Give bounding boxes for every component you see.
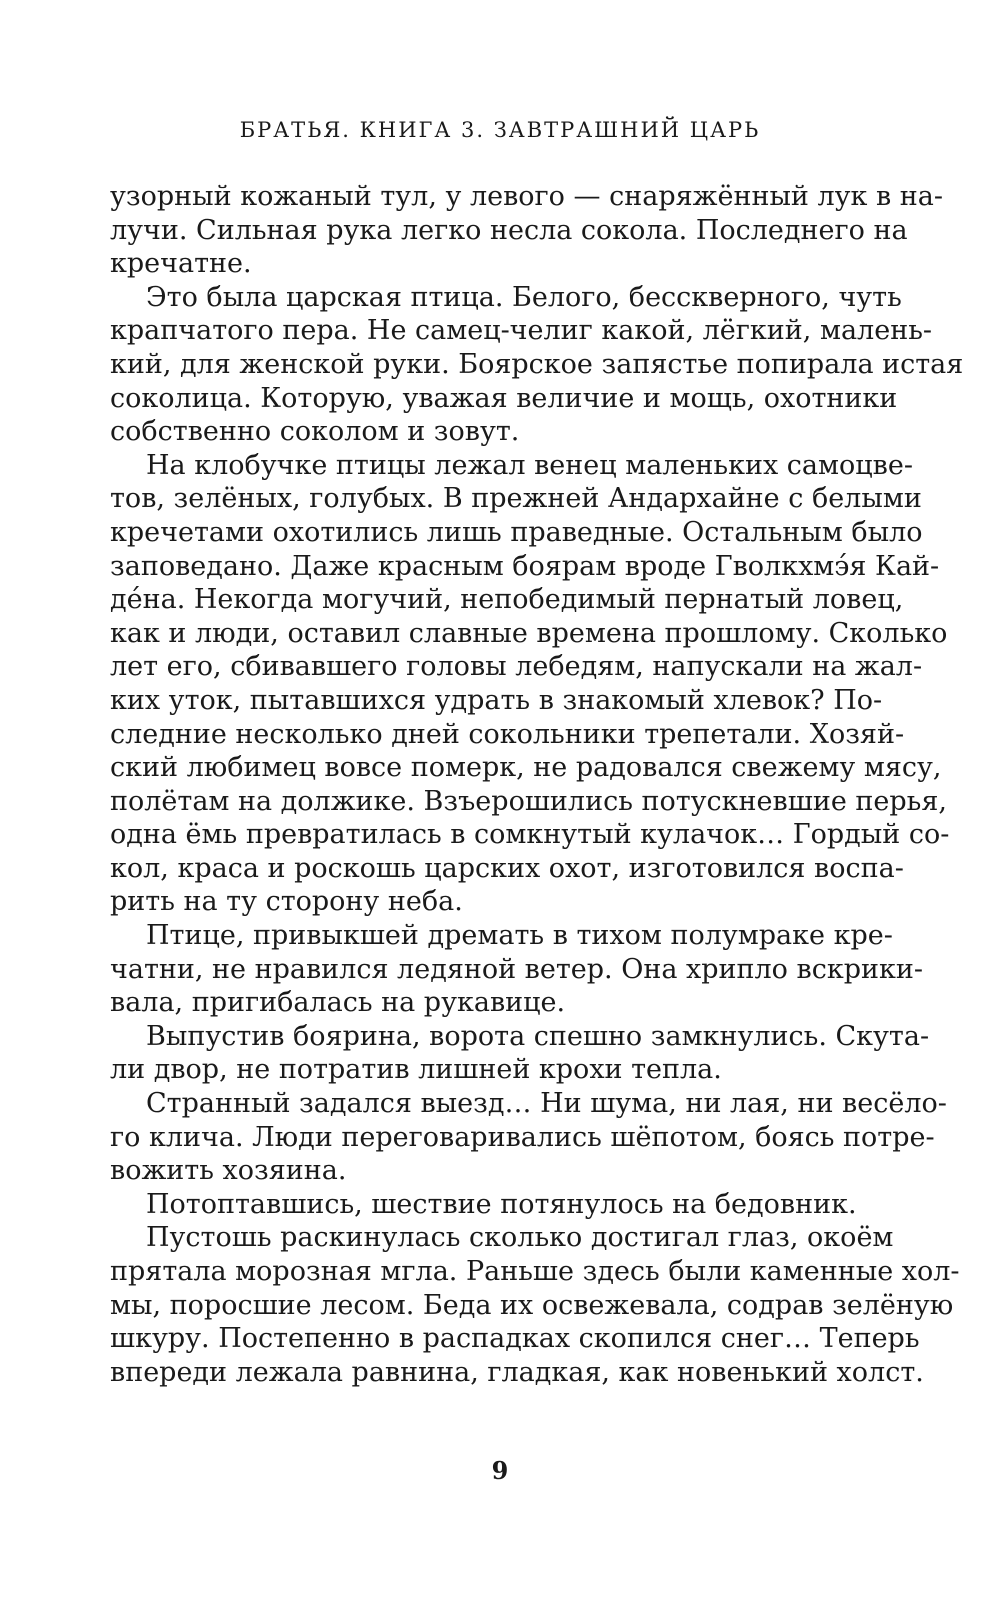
text-line: вала, пригибалась на рукавице. — [110, 987, 566, 1019]
text-line: крапчатого пера. Не самец-челиг какой, лёгкий, малень- — [110, 315, 933, 347]
text-line: кол, краса и роскошь царских охот, изготовился воспа- — [110, 852, 904, 884]
text-line: как и люди, оставил славные времена прошлому. Сколько — [110, 617, 948, 649]
text-line: Это была царская птица. Белого, бесскверного, чуть — [146, 281, 902, 313]
body-text — [110, 180, 964, 1389]
text-line: следние несколько дней сокольники трепетали. Хозяй- — [110, 718, 905, 750]
text-line: одна ёмь превратилась в сомкнутый кулачок… Гордый со- — [110, 819, 950, 851]
text-line: кречетами охотились лишь праведные. Остальным было — [110, 516, 923, 548]
text-line: рить на ту сторону неба. — [110, 886, 463, 918]
text-line: мы, поросшие лесом. Беда их освежевала, содрав зелёную — [110, 1289, 954, 1321]
text-line: кречатне. — [110, 248, 252, 280]
text-line: ский любимец вовсе померк, не радовался свежему мясу, — [110, 752, 942, 784]
text-line: Странный задался выезд… Ни шума, ни лая, ни весёло- — [146, 1088, 947, 1120]
running-title: БРАТЬЯ. КНИГА 3. ЗАВТРАШНИЙ ЦАРЬ — [239, 118, 761, 142]
text-line: тов, зелёных, голубых. В прежней Андархайне с белыми — [110, 483, 922, 515]
text-line: соколица. Которую, уважая величие и мощь, охотники — [110, 382, 898, 414]
text-line: узорный кожаный тул, у левого — снаряжённый лук в на- — [110, 181, 944, 212]
text-line: кий, для женской руки. Боярское запястье попирала истая — [110, 348, 964, 380]
text-line: собственно соколом и зовут. — [110, 416, 520, 448]
text-line: лет его, сбивавшего головы лебедям, напускали на жал- — [110, 651, 923, 683]
text-line: Пустошь раскинулась сколько достигал глаз, окоём — [146, 1222, 894, 1254]
text-line: Выпустив боярина, ворота спешно замкнулись. Скута- — [146, 1020, 930, 1052]
page-number: 9 — [491, 1456, 509, 1485]
text-line: лучи. Сильная рука легко несла сокола. Последнего на — [110, 214, 908, 246]
text-line: вожить хозяина. — [110, 1155, 347, 1187]
text-line: ких уток, пытавшихся удрать в знакомый хлевок? По- — [110, 684, 883, 716]
text-line: На клобучке птицы лежал венец маленьких самоцве- — [146, 449, 913, 481]
text-line: Потоптавшись, шествие потянулось на бедовник. — [146, 1188, 857, 1220]
text-line: го клича. Люди переговаривались шёпотом, боясь потре- — [110, 1121, 935, 1153]
text-line: шкуру. Постепенно в распадках скопился снег… Теперь — [110, 1323, 920, 1355]
text-line: де́на. Некогда могучий, непобедимый пернатый ловец, — [110, 584, 904, 616]
text-line: ли двор, не потратив лишней крохи тепла. — [110, 1054, 722, 1086]
text-line: впереди лежала равнина, гладкая, как новенький холст. — [110, 1356, 924, 1388]
text-line: чатни, не нравился ледяной ветер. Она хрипло вскрики- — [110, 953, 923, 985]
text-line: полётам на должике. Взъерошились потускневшие перья, — [110, 785, 947, 817]
text-line: Птице, привыкшей дремать в тихом полумраке кре- — [146, 920, 893, 952]
text-line: заповедано. Даже красным боярам вроде Гволкхмэ́я Кай- — [110, 550, 940, 582]
text-line: прятала морозная мгла. Раньше здесь были каменные хол- — [110, 1256, 960, 1287]
